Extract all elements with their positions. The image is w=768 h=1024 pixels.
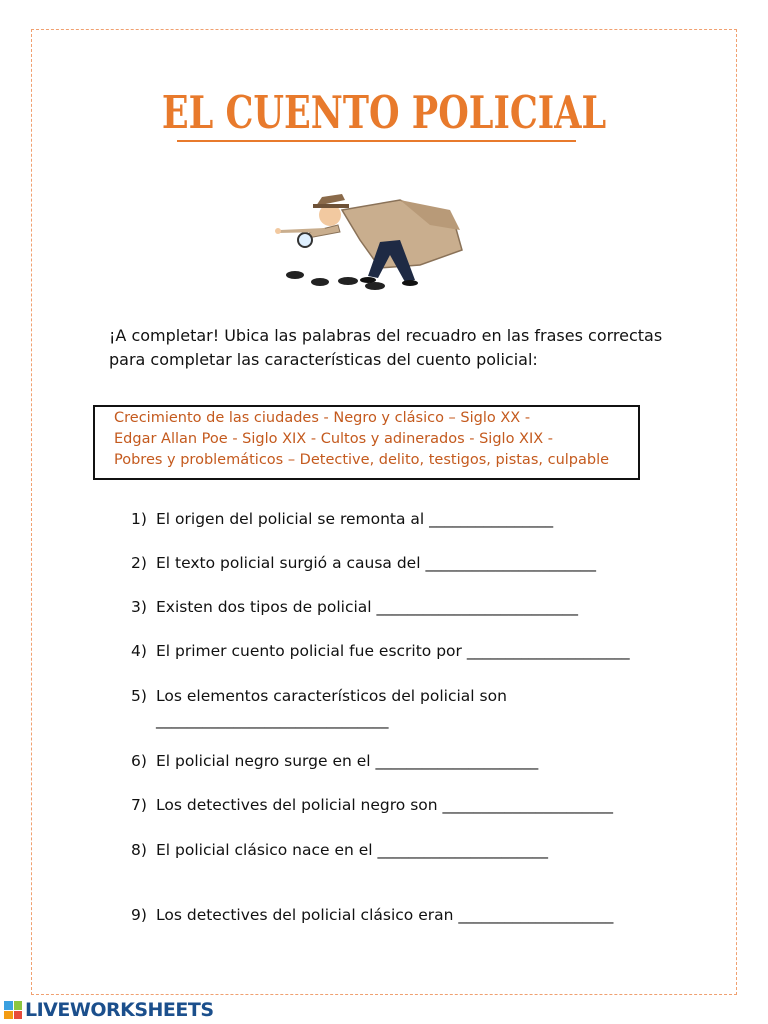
question-text: El policial clásico nace en el ______________________: [156, 841, 549, 859]
question-number: 4): [131, 642, 147, 660]
question-2[interactable]: [131, 554, 596, 572]
question-9[interactable]: [131, 906, 613, 924]
question-number: 3): [131, 598, 147, 616]
question-text: El primer cuento policial fue escrito por _____________________: [156, 642, 630, 660]
brand-name: LIVEWORKSHEETS: [25, 999, 214, 1021]
word-bank-line: Pobres y problemáticos – Detective, delito, testigos, pistas, culpable: [114, 452, 610, 468]
word-bank-line: Crecimiento de las ciudades - Negro y clásico – Siglo XX -: [114, 410, 531, 426]
word-bank-box: [93, 405, 640, 480]
detective-illustration: [250, 170, 485, 310]
question-text: El origen del policial se remonta al ________________: [156, 510, 554, 528]
question-number: 2): [131, 554, 147, 572]
question-5[interactable]: [131, 687, 507, 705]
question-4[interactable]: [131, 642, 630, 660]
question-number: 6): [131, 752, 147, 770]
word-bank-line: Edgar Allan Poe - Siglo XIX - Cultos y adinerados - Siglo XIX -: [114, 431, 554, 447]
question-number: 1): [131, 510, 147, 528]
question-text: El texto policial surgió a causa del ______________________: [156, 554, 596, 572]
question-number: 9): [131, 906, 147, 924]
liveworksheets-footer[interactable]: [4, 998, 214, 1022]
question-number: 7): [131, 796, 147, 814]
page-title: EL CUENTO POLICIAL: [161, 86, 607, 139]
question-text: Los elementos característicos del policial son: [156, 687, 507, 705]
question-7[interactable]: [131, 796, 613, 814]
question-8[interactable]: [131, 841, 548, 859]
liveworksheets-logo-icon: [4, 1001, 22, 1019]
question-1[interactable]: [131, 510, 553, 528]
title-underline: [177, 140, 576, 142]
question-number: 8): [131, 841, 147, 859]
question-text: El policial negro surge en el _____________________: [156, 752, 539, 770]
instructions: ¡A completar! Ubica las palabras del recuadro en las frases correctas para completar las características del cuento policial:: [109, 326, 663, 369]
question-text: Los detectives del policial clásico eran ____________________: [156, 906, 614, 924]
question-number: 5): [131, 687, 147, 705]
question-5-blank[interactable]: ______________________________: [156, 711, 389, 729]
question-3[interactable]: [131, 598, 578, 616]
question-text: Los detectives del policial negro son ______________________: [156, 796, 614, 814]
question-6[interactable]: [131, 752, 538, 770]
question-text: Existen dos tipos de policial __________________________: [156, 598, 579, 616]
